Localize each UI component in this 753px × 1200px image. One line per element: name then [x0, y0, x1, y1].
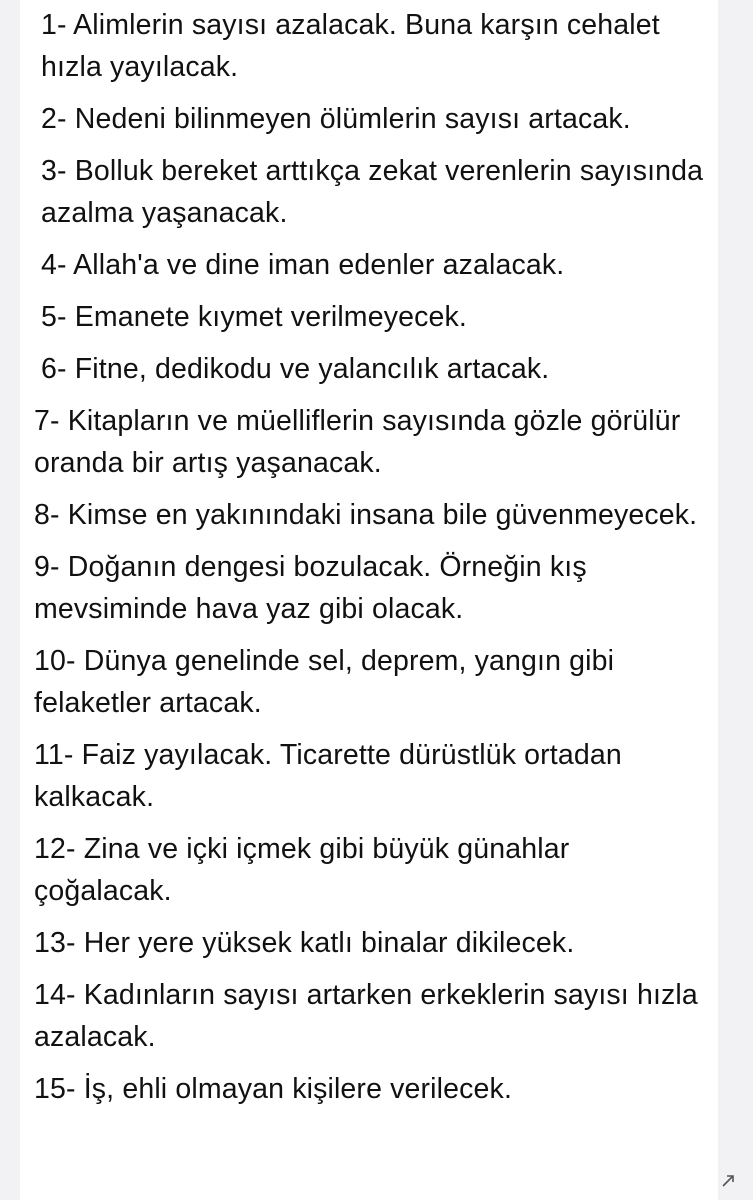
prophecy-list — [34, 4, 714, 1120]
list-item: 14- Kadınların sayısı artarken erkeklerin sayısı hızla azalacak. — [34, 979, 698, 1053]
list-item: 13- Her yere yüksek katlı binalar dikilecek. — [34, 927, 575, 959]
right-gutter — [739, 0, 753, 1200]
list-item: 10- Dünya genelinde sel, deprem, yangın gibi felaketler artacak. — [34, 645, 615, 719]
document-page — [20, 0, 718, 1200]
list-item: 8- Kimse en yakınındaki insana bile güvenmeyecek. — [34, 499, 698, 531]
list-item: 11- Faiz yayılacak. Ticarette dürüstlük ortadan kalkacak. — [34, 739, 622, 813]
list-item: 3- Bolluk bereket arttıkça zekat verenlerin sayısında azalma yaşanacak. — [41, 155, 704, 229]
list-item: 15- İş, ehli olmayan kişilere verilecek. — [34, 1073, 513, 1105]
list-item: 5- Emanete kıymet verilmeyecek. — [41, 301, 467, 333]
list-item: 9- Doğanın dengesi bozulacak. Örneğin kış mevsiminde hava yaz gibi olacak. — [34, 551, 587, 625]
list-item: 12- Zina ve içki içmek gibi büyük günahlar çoğalacak. — [34, 833, 570, 907]
list-item: 4- Allah'a ve dine iman edenler azalacak. — [41, 249, 565, 281]
list-item: 6- Fitne, dedikodu ve yalancılık artacak. — [41, 353, 550, 385]
list-item: 7- Kitapların ve müelliflerin sayısında gözle görülür oranda bir artış yaşanacak. — [34, 405, 681, 479]
diagonal-arrow-icon[interactable] — [721, 1174, 735, 1188]
list-item: 2- Nedeni bilinmeyen ölümlerin sayısı artacak. — [41, 103, 631, 135]
list-item: 1- Alimlerin sayısı azalacak. Buna karşın cehalet hızla yayılacak. — [41, 9, 660, 83]
